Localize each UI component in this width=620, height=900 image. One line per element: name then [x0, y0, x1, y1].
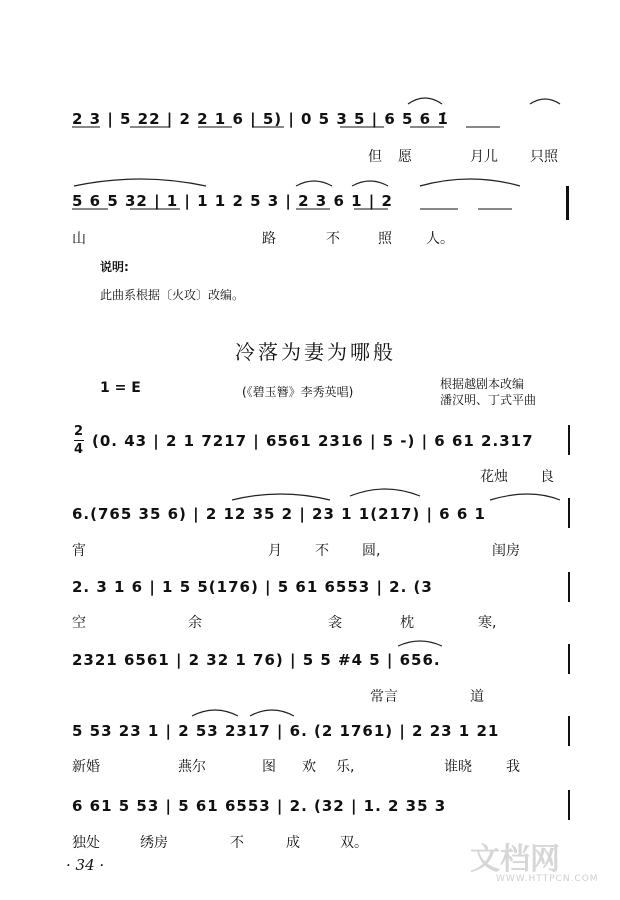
barline [568, 425, 570, 455]
page-number: · 34 · [66, 856, 105, 874]
notation-row: 6.(765 35 6) | 2 12 35 2 | 23 1 1(217) | 6 6 1 [72, 505, 486, 523]
lyric: 枕 [400, 615, 414, 631]
song-source: (《碧玉簪》李秀英唱) [242, 385, 354, 399]
lyric: 空 [72, 615, 86, 631]
lyric: 燕尔 [178, 759, 206, 775]
slur-mark [74, 179, 206, 186]
lyric: 月儿 [470, 149, 498, 165]
lyric: 图 [262, 759, 276, 775]
lyric: 但 [368, 149, 382, 165]
lyric: 路 [262, 231, 276, 247]
lyric: 宵 [72, 543, 86, 559]
barline [568, 498, 570, 528]
lyric: 欢 [302, 759, 316, 775]
slur-mark [192, 710, 238, 716]
lyric: 圆, [362, 543, 381, 559]
lyric: 月 [268, 543, 282, 559]
slur-mark [232, 494, 330, 500]
lyric: 绣房 [140, 835, 168, 851]
note-text: 此曲系根据〔火攻〕改编。 [100, 288, 245, 302]
barline [568, 572, 570, 602]
note-label: 说明: [100, 260, 129, 274]
barline [568, 716, 570, 746]
notation-row: 5 6 5 32 | 1 | 1 1 2 5 3 | 2 3 6 1 | 2 [72, 192, 393, 210]
final-barline [566, 186, 569, 220]
lyric: 不 [315, 543, 329, 559]
lyric: 乐, [336, 759, 355, 775]
lyric: 道 [470, 689, 484, 705]
song-title: 冷落为妻为哪般 [235, 340, 396, 364]
lyric: 双。 [340, 835, 368, 851]
slur-mark [350, 489, 420, 496]
time-signature-top: 2 [74, 424, 85, 439]
lyric: 我 [506, 759, 520, 775]
lyric: 闺房 [492, 543, 520, 559]
lyric: 寒, [478, 615, 497, 631]
key-signature: 1 = E [100, 380, 141, 396]
watermark-url: WWW.HTTPCN.COM [496, 874, 599, 884]
lyric: 不 [230, 835, 244, 851]
lyric: 只照 [530, 149, 558, 165]
time-signature-bottom: 4 [74, 442, 85, 457]
notation-row: 2 3 | 5 22 | 2 2 1 6 | 5) | 0 5 3 5 | 6 5 6 1̇ [72, 110, 449, 128]
notation-row: 5 53 23 1 | 2 53 2317 | 6. (2 1761) | 2 23 1 21 [72, 722, 500, 740]
lyric: 愿 [398, 149, 412, 165]
notation-row: 2321 6561 | 2 32 1 76) | 5 5 #4 5 | 656. [72, 651, 441, 669]
lyric: 常言 [370, 689, 398, 705]
lyric: 成 [286, 835, 300, 851]
slur-mark [408, 98, 442, 104]
notation-row: 2. 3 1 6 | 1 5 5(176) | 5 61 6553 | 2. (3 [72, 578, 433, 596]
notation-row: 6 61 5 53 | 5 61 6553 | 2. (32 | 1. 2 35 3 [72, 797, 447, 815]
slur-mark [420, 179, 520, 186]
lyric: 谁晓 [444, 759, 472, 775]
lyric: 衾 [328, 615, 342, 631]
slur-mark [398, 641, 442, 646]
lyric: 照 [378, 231, 392, 247]
lyric: 花烛 [480, 469, 508, 485]
lyric: 良 [540, 469, 554, 485]
barline [568, 790, 570, 820]
notation-row: (0. 43 | 2 1 7217 | 6561 2316 | 5 -) | 6 61 2.317 [92, 432, 534, 450]
lyric: 新婚 [72, 759, 100, 775]
barline [568, 644, 570, 674]
lyric: 独处 [72, 835, 100, 851]
slur-mark [530, 99, 560, 104]
slur-mark [250, 710, 294, 716]
watermark-logo: 文档网 [470, 842, 560, 877]
slur-mark [352, 181, 388, 186]
credit-line: 根据越剧本改编 [440, 377, 525, 391]
slur-mark [296, 181, 332, 186]
credit-line: 潘汉明、丁式平曲 [440, 393, 537, 407]
lyric: 余 [188, 615, 202, 631]
lyric: 山 [72, 231, 86, 247]
lyric: 人。 [426, 231, 454, 247]
lyric: 不 [326, 231, 340, 247]
slur-mark [490, 494, 560, 500]
